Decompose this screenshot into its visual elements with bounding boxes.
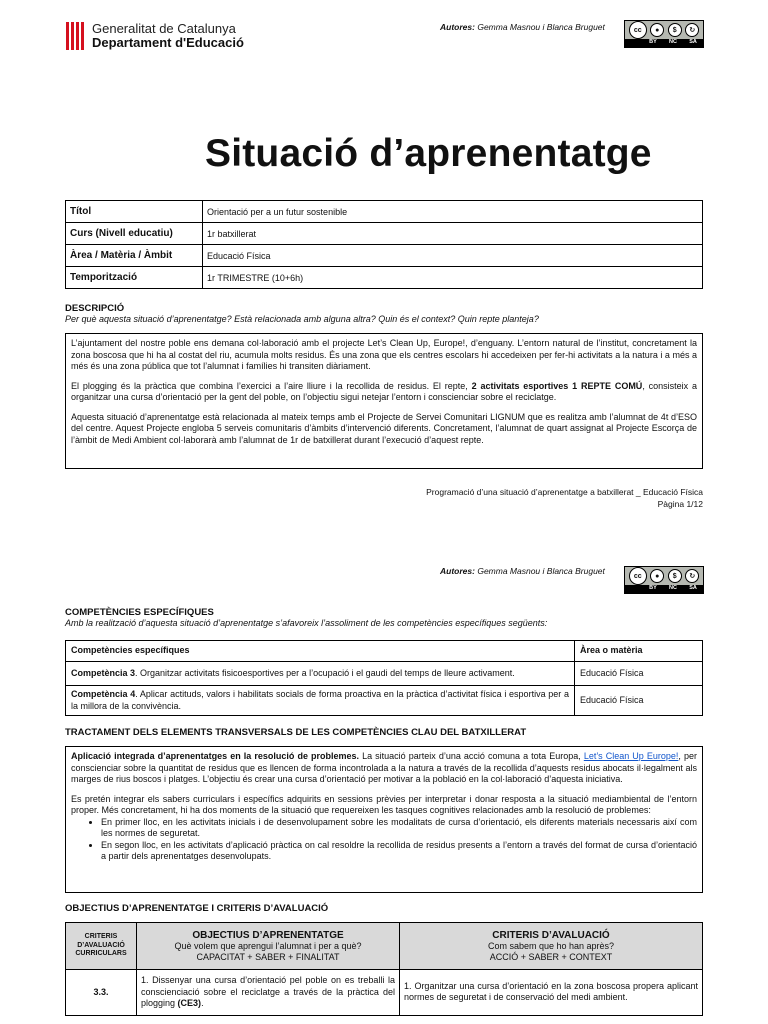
cc-icon: cc xyxy=(629,567,647,585)
tractament-list xyxy=(71,817,697,863)
objectiu-ce: (CE3) xyxy=(177,998,202,1008)
meta-table xyxy=(65,200,703,289)
objectius-heading: OBJECTIUS D’APRENENTATGE I CRITERIS D’AVALUACIÓ xyxy=(65,903,329,914)
meta-key: Àrea / Matèria / Àmbit xyxy=(66,245,203,267)
col-header-criteris-avaluacio xyxy=(400,923,703,970)
authors-label: Autores: xyxy=(440,566,475,576)
list-item: • En segon lloc, en les activitats d’aplicació pràctica on cal resoldre la recollida de residus presents a l’entorn a través del format de cursa d’orientació a partir dels aprenentatges desenvolupats. xyxy=(101,840,697,863)
meta-key: Títol xyxy=(66,201,203,223)
cc-label-by: BY xyxy=(649,585,657,591)
objectius-question: Què volem que aprengui l’alumnat i per a què? xyxy=(174,940,362,951)
descripcio-p2-bold: 2 activitats esportives 1 REPTE COMÚ xyxy=(471,380,643,391)
tractament-p1 xyxy=(71,751,697,786)
meta-value: Orientació per a un futur sostenible xyxy=(203,201,703,223)
tractament-p1-bold: Aplicació integrada d’aprenentatges en la resolució de problemes. xyxy=(71,751,360,761)
objectiu-cell xyxy=(137,970,400,1016)
competencia-label: Competència 3 xyxy=(71,667,136,678)
lets-clean-up-link[interactable]: Let’s Clean Up Europe! xyxy=(583,751,679,761)
cc-label-sa: SA xyxy=(689,585,697,591)
competencia-area: Educació Física xyxy=(575,662,703,686)
list-item: • En primer lloc, en les activitats inicials i de desenvolupament sobre les modalitats de cursa d’orientació, els diferents materials necessaris així com les normes de seguretat. xyxy=(101,817,697,840)
senyera-icon xyxy=(66,22,86,50)
tractament-p2: Es pretén integrar els sabers curriculars i específics adquirits en sessions prèvies per interpretar i donar resposta a la situació mediambiental de l’entorn proper. Més concretament, hi ha dos moments de la situació que requereixen les tasques cognitives relacionades amb la resolució de problemes: xyxy=(71,793,697,815)
table-row xyxy=(66,201,703,223)
competencia-cell xyxy=(66,686,575,716)
competencia-text: . Organitzar activitats fisicoesportives per a l’ocupació i el gaudi del temps de lleure activament. xyxy=(135,667,515,678)
criteris-title: CRITERIS D’AVALUACIÓ xyxy=(492,929,610,941)
competencies-table xyxy=(65,640,703,716)
table-row xyxy=(66,662,703,686)
descripcio-p2-a: El plogging és la pràctica que combina l’exercici a l’aire lliure i la recollida de residus. El repte, xyxy=(71,380,472,391)
cc-license-badge xyxy=(624,20,704,48)
criteris-question: Com sabem que ho han après? xyxy=(487,940,615,951)
objectius-title: OBJECTIUS D’APRENENTATGE xyxy=(192,929,344,941)
competencia-cell xyxy=(66,662,575,686)
tractament-p1-b: , per conscienciar sobre la quantitat de residus que es llencen de forma incontrolada a la natura a través de la recollida d’aquests residus abocats il·legalment als marges de rius boscos i platges. L’objectiu és crear una cursa d’orientació per motivar a la població en la col·laboració d’aquesta iniciativa. xyxy=(71,751,697,784)
col-header: Competències específiques xyxy=(66,641,575,662)
descripcio-p3: Aquesta situació d’aprenentatge està relacionada al mateix temps amb el Projecte de Servei Comunitari LIGNUM que es realitza amb l’alumnat de 4t d’ESO del centre. Aquest Projecte engloba 5 serveis comunitaris d’àmbits d’intervenció diferents. Concretament, l’alumnat de quart assignat al Projecte Escorça de l’àmbit de Medi Ambient col·laborarà amb l’alumnat de 1r de batxillerat durant l’execució d’aquest repte. xyxy=(71,411,697,445)
competencies-subheading: Amb la realització d’aquesta situació d’aprenentatge s’afavoreix l’assoliment de les competències específiques següents: xyxy=(65,618,548,628)
authors-page2 xyxy=(440,566,605,576)
objectius-table xyxy=(65,922,703,1016)
sa-icon: ↻ xyxy=(685,23,699,37)
criteri-code: 3.3. xyxy=(66,970,137,1016)
logo-line1: Generalitat de Catalunya xyxy=(92,21,236,36)
footer-line1: Programació d’una situació d’aprenentatge a batxillerat _ Educació Física xyxy=(426,487,703,497)
table-row xyxy=(66,923,703,970)
competencia-text: . Aplicar actituds, valors i habilitats socials de forma proactiva en la pràctica d’activitat física i esportiva per a la millora de la convivència. xyxy=(71,689,569,711)
competencia-area: Educació Física xyxy=(575,686,703,716)
tractament-heading: TRACTAMENT DELS ELEMENTS TRANSVERSALS DE LES COMPETÈNCIES CLAU DEL BATXILLERAT xyxy=(65,727,527,738)
meta-value: 1r TRIMESTRE (10+6h) xyxy=(203,267,703,289)
cc-label-nc: NC xyxy=(669,39,677,45)
by-icon: ● xyxy=(650,23,664,37)
meta-key: Curs (Nivell educatiu) xyxy=(66,223,203,245)
cc-icon: cc xyxy=(629,21,647,39)
cc-label-sa: SA xyxy=(689,39,697,45)
authors xyxy=(440,22,605,32)
nc-icon: $ xyxy=(668,569,682,583)
footer-page: Pàgina 1/12 xyxy=(657,499,703,509)
table-row xyxy=(66,641,703,662)
table-row xyxy=(66,245,703,267)
descripcio-p1: L’ajuntament del nostre poble ens demana col·laboració amb el projecte Let’s Clean Up, Europe!, d’enguany. L’entorn natural de l’institut, concretament la zona boscosa que hi ha al costat del riu, acumula molts residus. És una zona que els centres escolars hi accedeixen per fer-hi activitats a la natura i a més a més és una zona pública que tot l’alumnat i famílies hi transiten diàriament. xyxy=(71,338,697,371)
col-header-criteris: CRITERIS D’AVALUACIÓ CURRICULARS xyxy=(66,923,137,970)
objectius-formula: CAPACITAT + SABER + FINALITAT xyxy=(196,951,340,962)
col-header: Àrea o matèria xyxy=(575,641,703,662)
cc-label-by: BY xyxy=(649,39,657,45)
descripcio-p2-c: , consisteix a organitzar una cursa d’orientació per la gent del poble, on l’objectiu sigui netejar l’entorn i conscienciar sobre el reciclatge. xyxy=(71,380,697,402)
meta-key: Temporització xyxy=(66,267,203,289)
table-row xyxy=(66,970,703,1016)
descripcio-heading: DESCRIPCIÓ xyxy=(65,303,125,314)
objectiu-text: 1. Dissenyar una cursa d’orientació pel poble on es treballi la conscienciació sobre el reciclatge a través de la pràctica del plogging xyxy=(141,975,395,1008)
table-row xyxy=(66,223,703,245)
col-header-objectius xyxy=(137,923,400,970)
competencies-heading: COMPETÈNCIES ESPECÍFIQUES xyxy=(65,607,214,618)
table-row xyxy=(66,267,703,289)
criteris-formula: ACCIÓ + SABER + CONTEXT xyxy=(489,951,613,962)
logo-line2: Departament d'Educació xyxy=(92,35,244,50)
cc-license-badge xyxy=(624,566,704,594)
authors-names: Gemma Masnou i Blanca Bruguet xyxy=(477,566,605,576)
tractament-box xyxy=(65,746,703,893)
sa-icon: ↻ xyxy=(685,569,699,583)
objectiu-end: . xyxy=(201,998,204,1008)
descripcio-box xyxy=(65,333,703,469)
generalitat-logo xyxy=(66,22,244,50)
nc-icon: $ xyxy=(668,23,682,37)
criteri-cell: 1. Organitzar una cursa d’orientació en la zona boscosa propera aplicant normes de seguretat i de conservació del medi ambient. xyxy=(400,970,703,1016)
page-title: Situació d’aprenentatge xyxy=(205,132,652,175)
authors-names: Gemma Masnou i Blanca Bruguet xyxy=(477,22,605,32)
cc-label-nc: NC xyxy=(669,585,677,591)
meta-value: Educació Física xyxy=(203,245,703,267)
page-footer xyxy=(300,486,703,510)
descripcio-p2 xyxy=(71,381,697,404)
authors-label: Autores: xyxy=(440,22,475,32)
tractament-p1-a: La situació parteix d’una acció comuna a tota Europa, xyxy=(359,751,584,761)
descripcio-subheading: Per què aquesta situació d’aprenentatge? Està relacionada amb alguna altra? Quin és el context? Quin repte planteja? xyxy=(65,314,539,324)
table-row xyxy=(66,686,703,716)
by-icon: ● xyxy=(650,569,664,583)
competencia-label: Competència 4 xyxy=(71,689,136,699)
meta-value: 1r batxillerat xyxy=(203,223,703,245)
